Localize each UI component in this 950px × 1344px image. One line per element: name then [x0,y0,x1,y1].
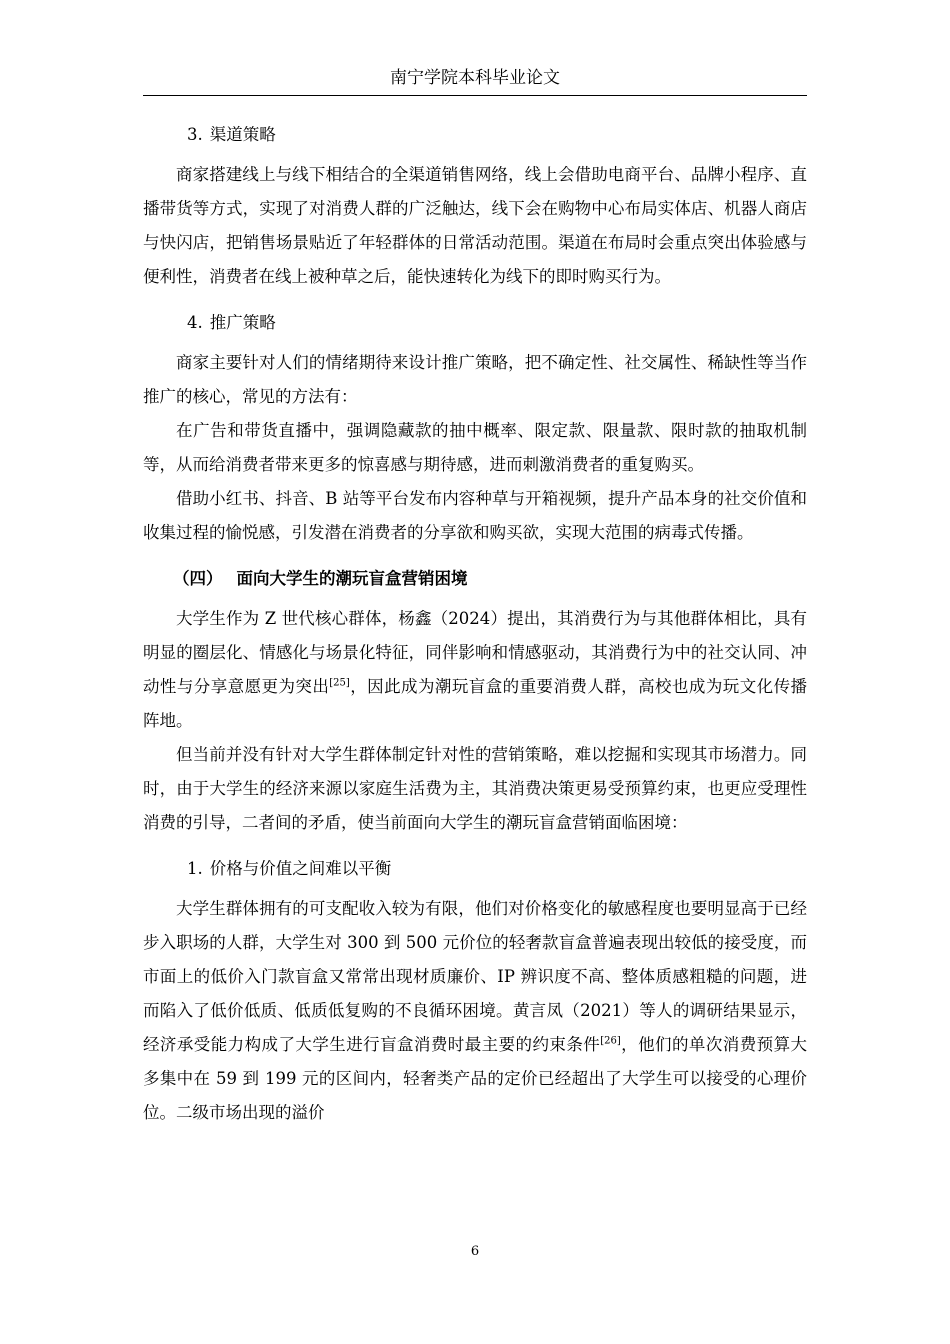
paragraph-promotion-social: 借助小红书、抖音、B 站等平台发布内容种草与开箱视频，提升产品本身的社交价值和收集过程的愉悦感，引发潜在消费者的分享欲和购买欲，实现大范围的病毒式传播。 [143,489,807,542]
heading-number: （四） [173,569,223,588]
heading-number: 3. [187,125,203,144]
paragraph-marketing-gap: 但当前并没有针对大学生群体制定针对性的营销策略，难以挖掘和实现其市场潜力。同时，由于大学生的经济来源以家庭生活费为主，其消费决策更易受预算约束，也更应受理性消费的引导，二者间的矛盾，使当前面向大学生的潮玩盲盒营销面临困境： [143,745,807,832]
paragraph-channel: 商家搭建线上与线下相结合的全渠道销售网络，线上会借助电商平台、品牌小程序、直播带货等方式，实现了对消费人群的广泛触达，线下会在购物中心布局实体店、机器人商店与快闪店，把销售场景贴近了年轻群体的日常活动范围。渠道在布局时会重点突出体验感与便利性，消费者在线上被种草之后，能快速转化为线下的即时购买行为。 [143,165,807,286]
subsection-heading-channel [143,118,807,152]
citation-ref[interactable]: [25] [329,677,350,689]
heading-title: 推广策略 [209,313,276,332]
running-header: 南宁学院本科毕业论文 [143,66,807,96]
subsection-heading-price-value [143,852,807,886]
paragraph-text: 大学生群体拥有的可支配收入较为有限，他们对价格变化的敏感程度也要明显高于已经步入职场的人群，大学生对 300 到 500 元价位的轻奢款盲盒普遍表现出较低的接受度，而市面上的低价入门款盲盒又常常出现材质廉价、IP 辨识度不高、整体质感粗糙的问题，进而陷入了低价低质、低质低复购的不良循环困境。黄言凤（2021）等人的调研结果显示，经济承受能力构成了大学生进行盲盒消费时最主要的约束条件 [143,899,807,1054]
page-body [143,118,807,1130]
heading-number: 1. [187,859,203,878]
paragraph-promotion-livestream: 在广告和带货直播中，强调隐藏款的抽中概率、限定款、限量款、限时款的抽取机制等，从而给消费者带来更多的惊喜感与期待感，进而刺激消费者的重复购买。 [143,421,807,474]
paragraph-text: 大学生作为 Z 世代核心群体，杨鑫（2024）提出，其消费行为与其他群体相比，具有明显的圈层化、情感化与场景化特征，同伴影响和情感驱动，其消费行为中的社交认同、冲动性与分享意愿更为突出 [143,609,807,696]
paragraph-text: ，因此成为潮玩盲盒的重要消费人群，高校也成为玩文化传播阵地。 [143,677,808,730]
heading-number: 4. [187,313,203,332]
citation-ref[interactable]: [26] [600,1035,621,1047]
heading-title: 价格与价值之间难以平衡 [209,859,392,878]
heading-title: 渠道策略 [209,125,276,144]
heading-title: 面向大学生的潮玩盲盒营销困境 [236,569,468,588]
paragraph-promotion-intro: 商家主要针对人们的情绪期待来设计推广策略，把不确定性、社交属性、稀缺性等当作推广的核心，常见的方法有： [143,353,807,406]
page-number: 6 [470,1244,480,1259]
paragraph-text: ，他们的单次消费预算大多集中在 59 到 199 元的区间内，轻奢类产品的定价已经超出了大学生可以接受的心理价位。二级市场出现的溢价 [143,1035,808,1122]
subsection-heading-promotion [143,306,807,340]
section-heading-dilemma [143,562,807,596]
paragraph-price-value [143,892,807,1130]
paragraph-college-students [143,602,807,738]
